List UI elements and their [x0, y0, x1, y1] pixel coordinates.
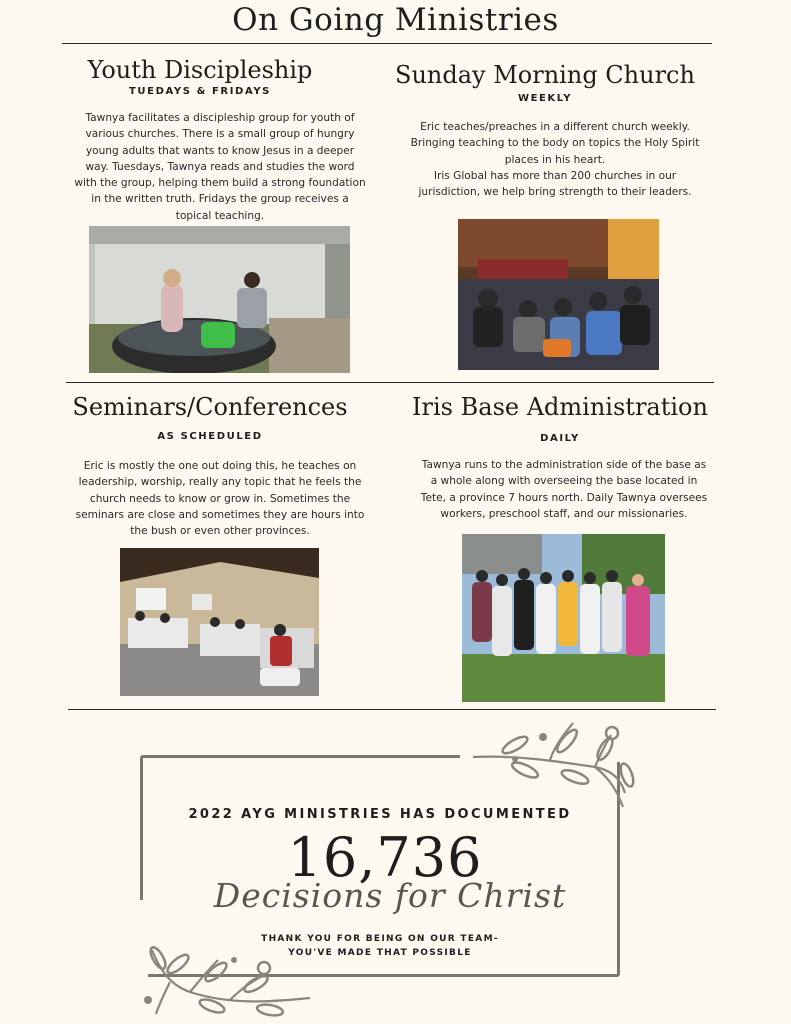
- text-line: way. Tuesdays, Tawnya reads and studies the word: [85, 160, 355, 173]
- section-subheading-iris-base: DAILY: [540, 433, 580, 444]
- text-line: a whole along with overseeing the base located in: [430, 475, 698, 488]
- section-text-seminars: [60, 458, 380, 539]
- title-divider: [62, 43, 712, 44]
- section-heading-iris-base: Iris Base Administration: [412, 393, 708, 421]
- text-line: Bringing teaching to the body on topics the Holy Spirit: [410, 137, 700, 150]
- thanks-line-2: YOU'VE MADE THAT POSSIBLE: [288, 948, 472, 958]
- bottom-divider: [68, 709, 716, 710]
- text-line: leadership, worship, really any topic that he feels the: [78, 476, 362, 489]
- section-heading-youth-discipleship: Youth Discipleship: [87, 56, 313, 84]
- text-line: Tawnya runs to the administration side of the base as: [421, 459, 707, 471]
- page-title: On Going Ministries: [232, 2, 559, 38]
- section-text-iris-base: [400, 457, 728, 522]
- text-line: the bush or even other provinces.: [130, 525, 310, 538]
- text-line: seminars are close and sometimes they are hours into: [75, 508, 365, 521]
- text-line: church needs to know or grow in. Sometimes the: [89, 492, 351, 505]
- photo-base-team: [462, 534, 665, 702]
- thanks-message: [230, 932, 530, 960]
- photo-baptism: [89, 226, 350, 373]
- decisions-script-text: Decisions for Christ: [213, 876, 567, 915]
- text-line: in the written truth. Fridays the group receives a: [91, 193, 349, 206]
- text-line: Tete, a province 7 hours north. Daily Tawnya oversees: [420, 491, 708, 504]
- photo-church-prayer: [458, 219, 659, 370]
- section-text-sunday-church: [395, 119, 715, 200]
- section-text-youth-discipleship: [60, 110, 380, 224]
- middle-divider: [66, 382, 714, 383]
- text-line: Eric is mostly the one out doing this, he teaches on: [83, 460, 357, 472]
- thanks-line-1: THANK YOU FOR BEING ON OUR TEAM-: [261, 934, 499, 944]
- text-line: Iris Global has more than 200 churches in our: [433, 169, 677, 182]
- text-line: places in his heart.: [504, 153, 606, 166]
- section-heading-seminars: Seminars/Conferences: [72, 393, 348, 421]
- text-line: workers, preschool staff, and our missionaries.: [440, 507, 688, 520]
- text-line: Tawnya facilitates a discipleship group for youth of: [85, 112, 355, 124]
- text-line: topical teaching.: [175, 209, 265, 222]
- text-line: young adults that wants to know Jesus in a deeper: [85, 144, 355, 157]
- section-subheading-seminars: AS SCHEDULED: [157, 431, 263, 442]
- section-subheading-sunday-church: WEEKLY: [517, 93, 573, 104]
- documented-label: 2022 AYG MINISTRIES HAS DOCUMENTED: [188, 807, 572, 822]
- text-line: jurisdiction, we help bring strength to their leaders.: [418, 186, 692, 199]
- photo-seminar-hall: [120, 548, 319, 696]
- text-line: Eric teaches/preaches in a different church weekly.: [420, 121, 690, 133]
- text-line: various churches. There is a small group of hungry: [85, 128, 355, 141]
- decisions-count: 16,736: [287, 826, 483, 889]
- section-subheading-youth-discipleship: TUEDAYS & FRIDAYS: [129, 86, 271, 97]
- text-line: with the group, helping them build a strong foundation: [74, 177, 366, 190]
- section-heading-sunday-church: Sunday Morning Church: [395, 61, 695, 89]
